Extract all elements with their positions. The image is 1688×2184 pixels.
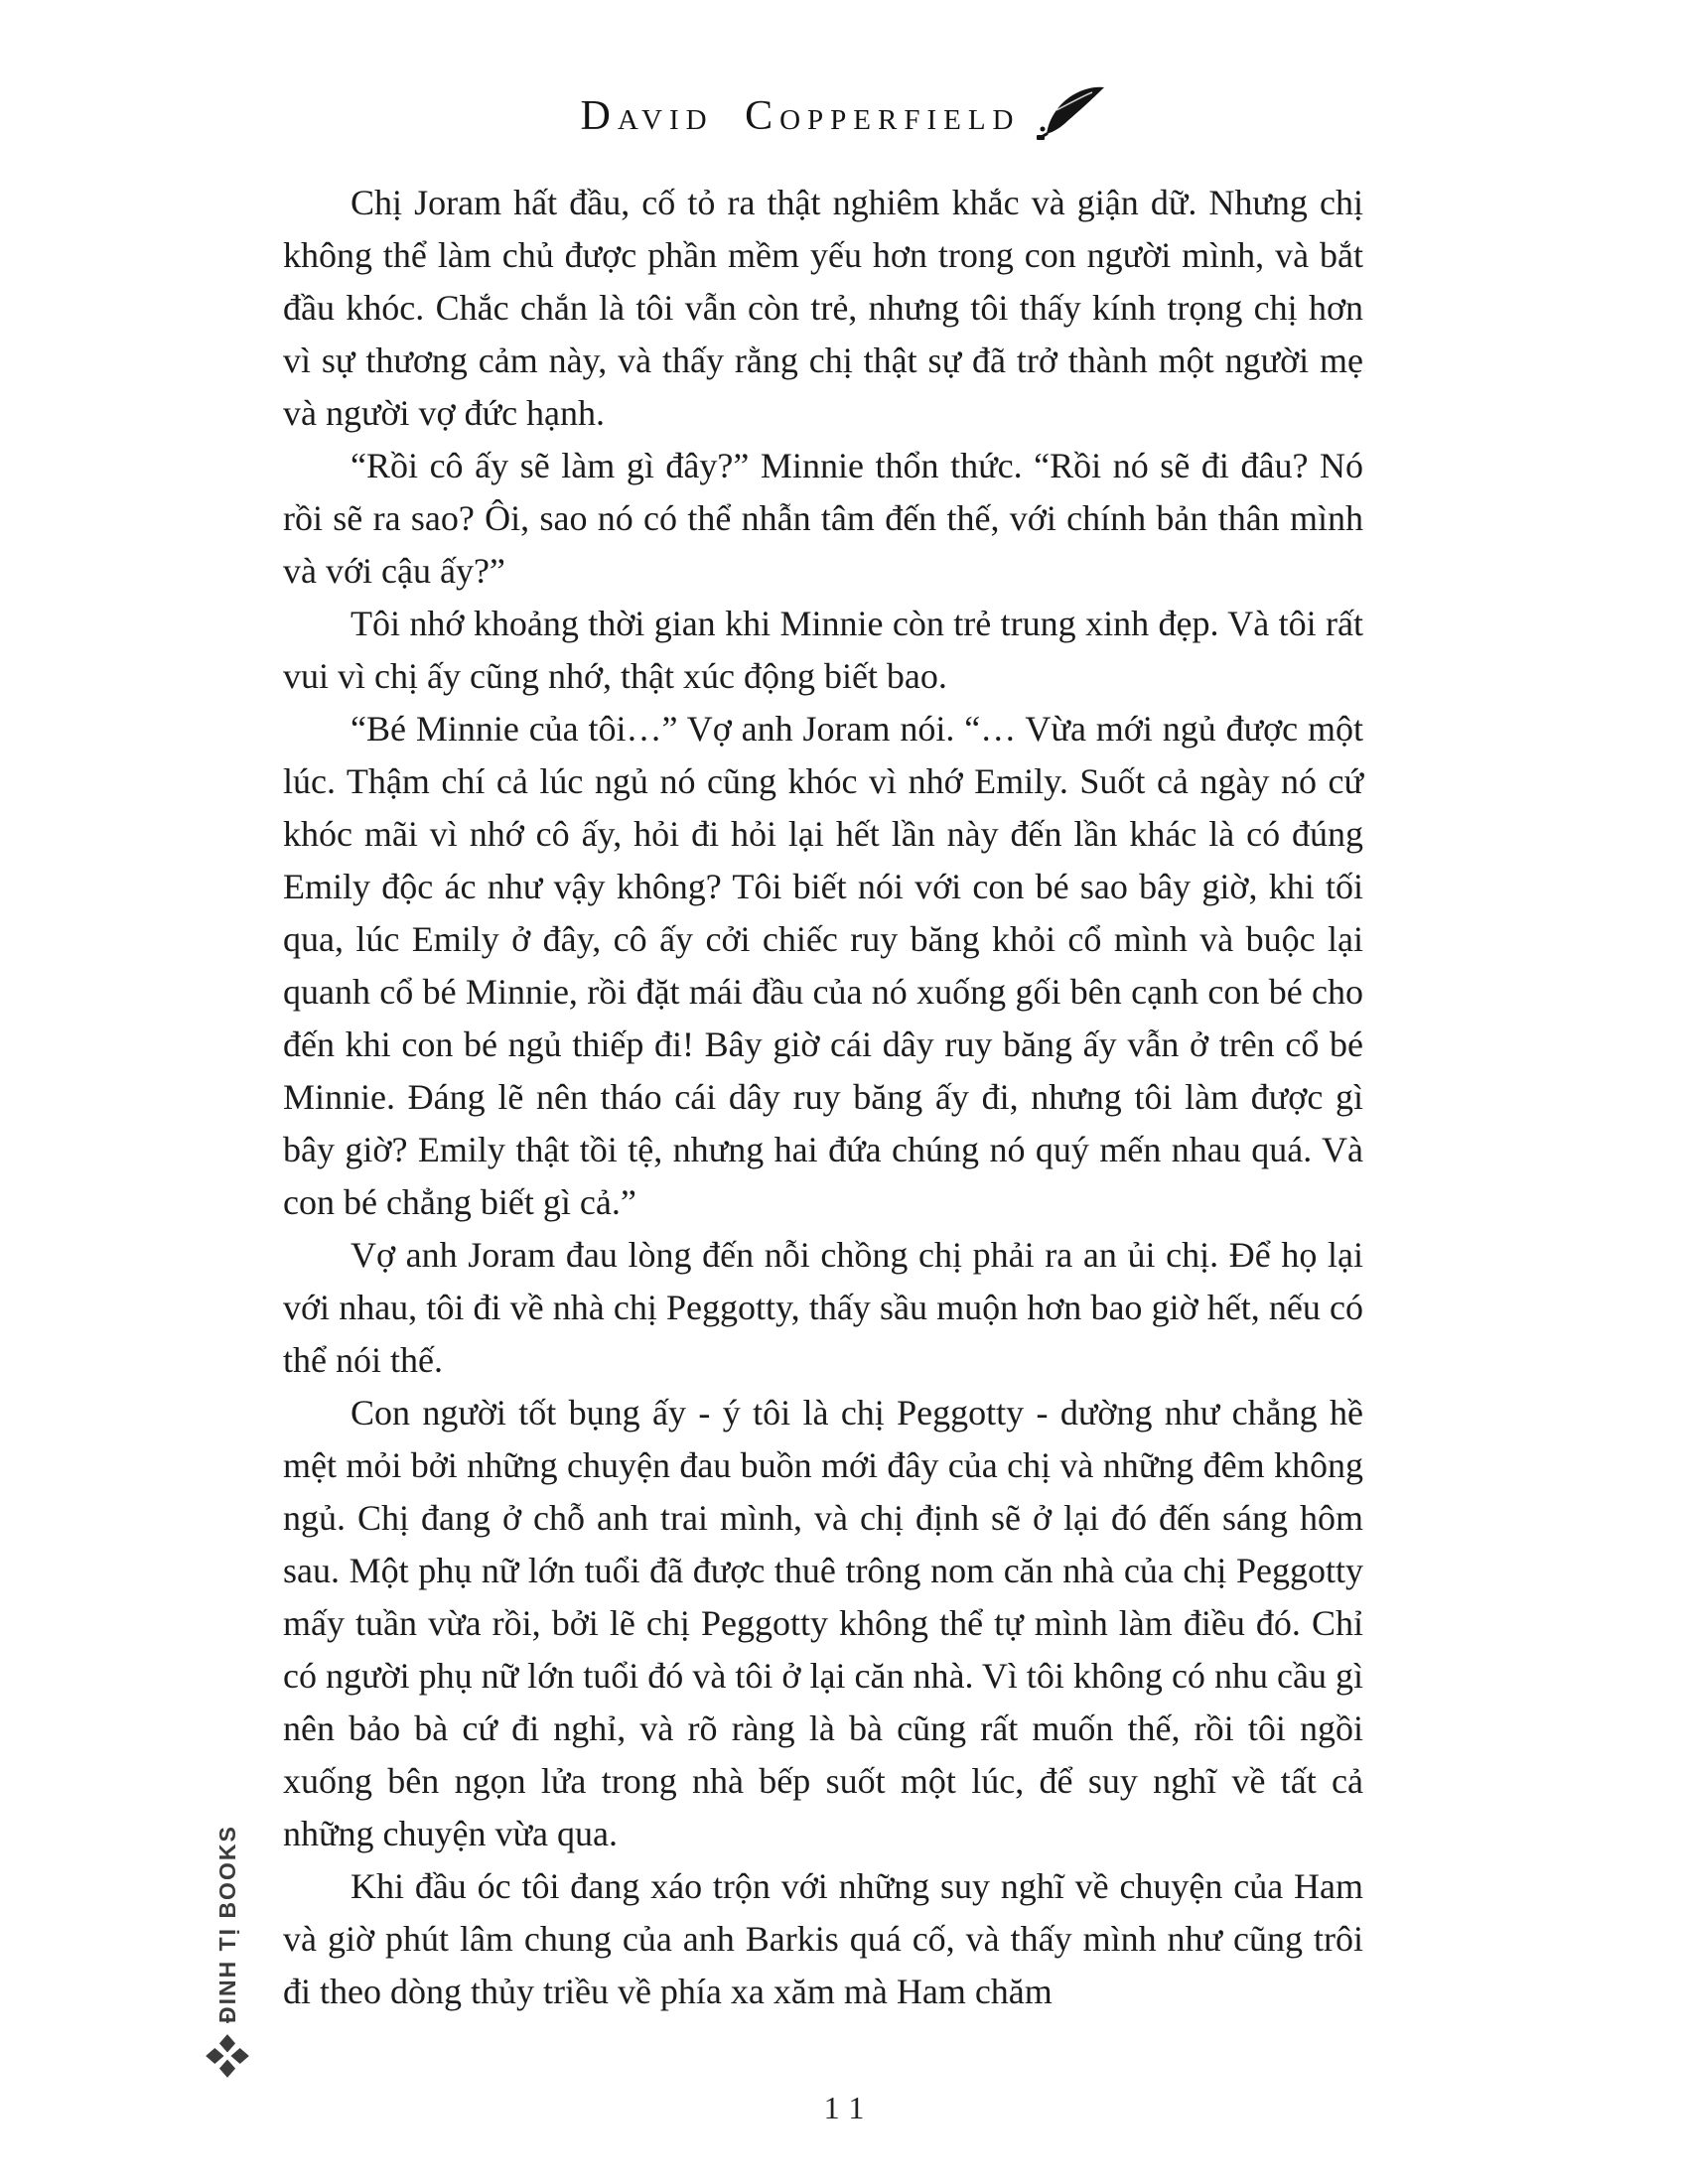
paragraph: Chị Joram hất đầu, cố tỏ ra thật nghiêm khắc và giận dữ. Nhưng chị không thể làm chủ được phần mềm yếu hơn trong con người mình, và bắt đầu khóc. Chắc chắn là tôi vẫn còn trẻ, nhưng tôi thấy kính trọng chị hơn vì sự thương cảm này, và thấy rằng chị thật sự đã trở thành một người mẹ và người vợ đức hạnh. <box>283 183 1363 433</box>
text-block <box>283 177 1363 2018</box>
page-header <box>0 91 1688 141</box>
page-footer <box>0 2090 1688 2126</box>
paragraph: Vợ anh Joram đau lòng đến nỗi chồng chị phải ra an ủi chị. Để họ lại với nhau, tôi đi về nhà chị Peggotty, thấy sầu muộn hơn bao giờ hết, nếu có thể nói thế. <box>283 1235 1363 1380</box>
page-number: 11 <box>823 2090 875 2125</box>
publisher-name: ĐINH TỊ BOOKS <box>214 1825 240 2023</box>
diamond-ornament-icon <box>205 2033 250 2079</box>
paragraph: “Rồi cô ấy sẽ làm gì đây?” Minnie thổn thức. “Rồi nó sẽ đi đâu? Nó rồi sẽ ra sao? Ôi, sao nó có thể nhẫn tâm đến thế, với chính bản thân mình và với cậu ấy?” <box>283 446 1363 591</box>
book-title: David Copperfield <box>580 93 1021 139</box>
paragraph: Tôi nhớ khoảng thời gian khi Minnie còn trẻ trung xinh đẹp. Và tôi rất vui vì chị ấy cũng nhớ, thật xúc động biết bao. <box>283 604 1363 696</box>
paragraph: Khi đầu óc tôi đang xáo trộn với những suy nghĩ về chuyện của Ham và giờ phút lâm chung của anh Barkis quá cố, và thấy mình như cũng trôi đi theo dòng thủy triều về phía xa xăm mà Ham chăm <box>283 1866 1363 2011</box>
paragraph: Con người tốt bụng ấy - ý tôi là chị Peggotty - dường như chẳng hề mệt mỏi bởi những chuyện đau buồn mới đây của chị và những đêm không ngủ. Chị đang ở chỗ anh trai mình, và chị định sẽ ở lại đó đến sáng hôm sau. Một phụ nữ lớn tuổi đã được thuê trông nom căn nhà của chị Peggotty mấy tuần vừa rồi, bởi lẽ chị Peggotty không thể tự mình làm điều đó. Chỉ có người phụ nữ lớn tuổi đó và tôi ở lại căn nhà. Vì tôi không có nhu cầu gì nên bảo bà cứ đi nghỉ, và rõ ràng là bà cũng rất muốn thế, rồi tôi ngồi xuống bên ngọn lửa trong nhà bếp suốt một lúc, để suy nghĩ về tất cả những chuyện vừa qua. <box>283 1393 1363 1853</box>
paragraph: “Bé Minnie của tôi…” Vợ anh Joram nói. “… Vừa mới ngủ được một lúc. Thậm chí cả lúc ngủ nó cũng khóc vì nhớ Emily. Suốt cả ngày nó cứ khóc mãi vì nhớ cô ấy, hỏi đi hỏi lại hết lần này đến lần khác là có đúng Emily độc ác như vậy không? Tôi biết nói với con bé sao bây giờ, khi tối qua, lúc Emily ở đây, cô ấy cởi chiếc ruy băng khỏi cổ mình và buộc lại quanh cổ bé Minnie, rồi đặt mái đầu của nó xuống gối bên cạnh con bé cho đến khi con bé ngủ thiếp đi! Bây giờ cái dây ruy băng ấy vẫn ở trên cổ bé Minnie. Đáng lẽ nên tháo cái dây ruy băng ấy đi, nhưng tôi làm được gì bây giờ? Emily thật tồi tệ, nhưng hai đứa chúng nó quý mến nhau quá. Và con bé chẳng biết gì cả.” <box>283 709 1363 1222</box>
quill-icon <box>1037 83 1108 141</box>
